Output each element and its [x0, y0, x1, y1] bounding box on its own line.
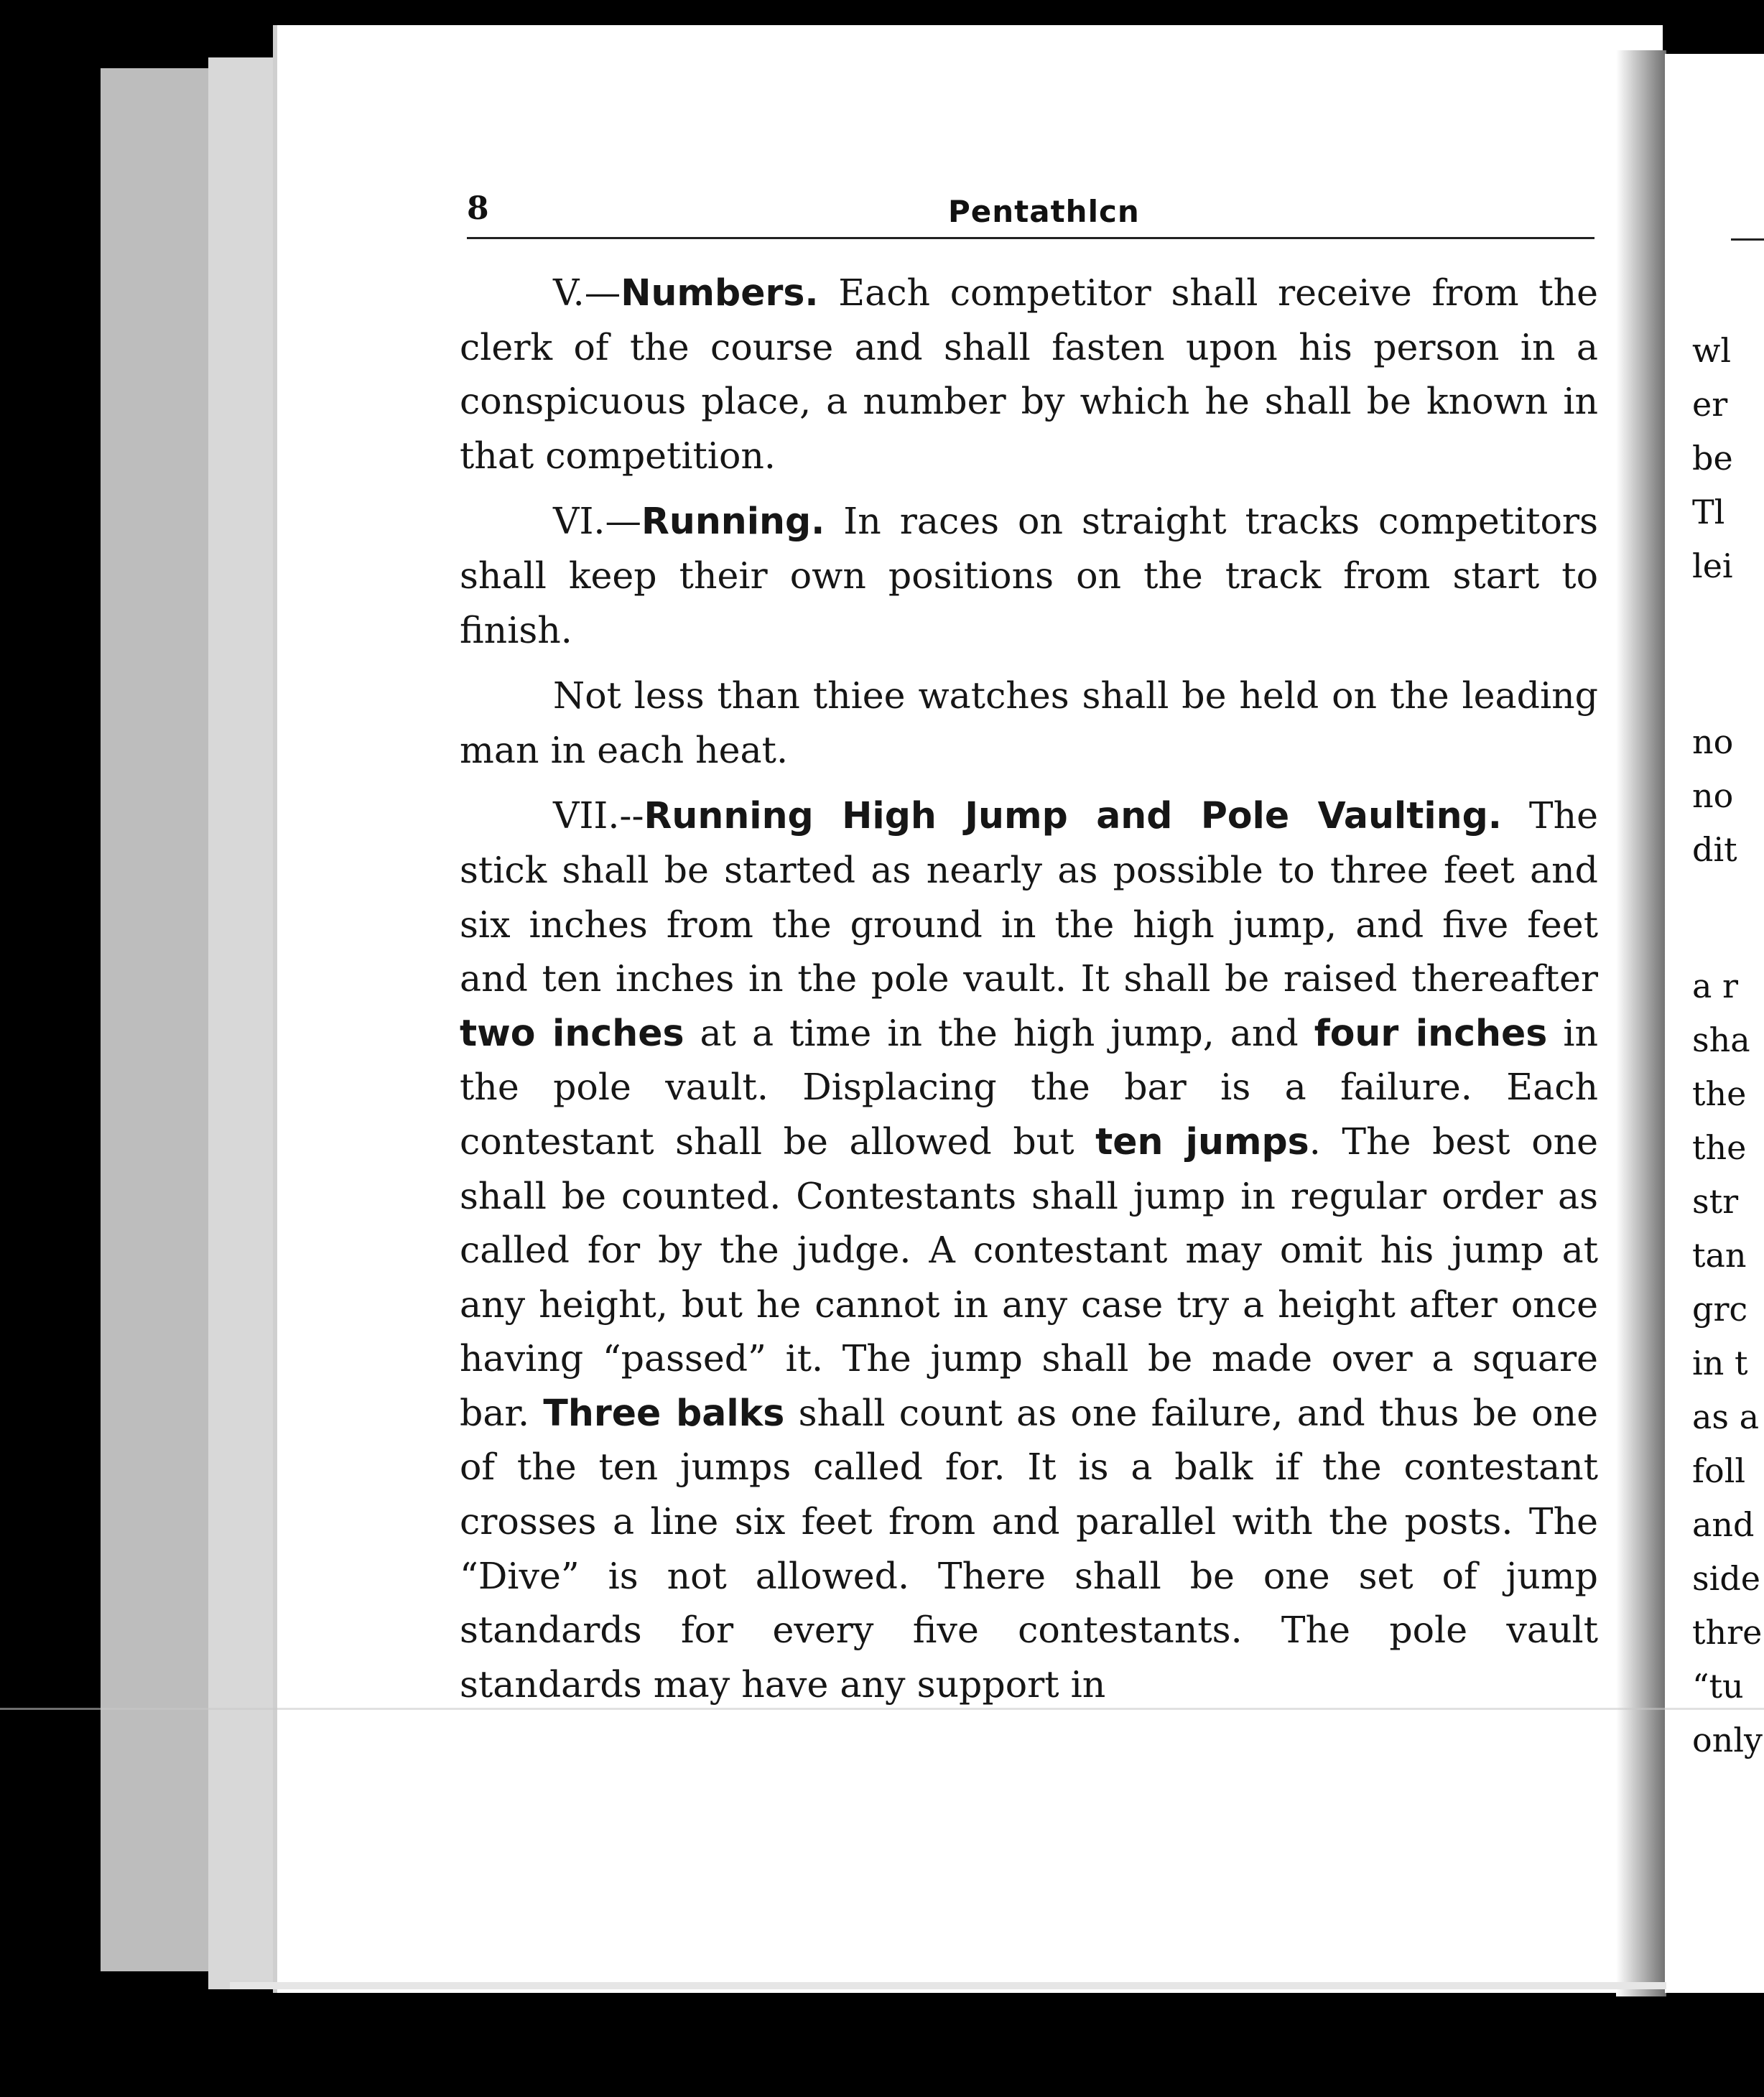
- facing-fragment: no: [1692, 776, 1734, 815]
- facing-fragment: grc: [1692, 1290, 1748, 1329]
- facing-fragment: the: [1692, 1074, 1747, 1113]
- facing-fragment: as a: [1692, 1398, 1760, 1436]
- paragraph-text: The stick shall be started as nearly as possible to three feet and six inches from the ground in the high jump, and five feet and ten inches in the pole vault. It shall be raised thereafter: [460, 794, 1598, 1000]
- facing-fragment: wl: [1692, 331, 1732, 370]
- facing-fragment: and: [1692, 1505, 1755, 1544]
- facing-fragment: side: [1692, 1559, 1760, 1598]
- paragraph-watches: [460, 669, 1598, 777]
- facing-fragment: be: [1692, 439, 1733, 478]
- facing-fragment: only: [1692, 1721, 1763, 1759]
- facing-fragment: Tl: [1692, 493, 1725, 531]
- facing-fragment: sha: [1692, 1020, 1750, 1059]
- facing-fragment: in t: [1692, 1344, 1748, 1382]
- running-header-title: Pentathlcn: [948, 194, 1140, 229]
- facing-fragment: foll: [1692, 1451, 1746, 1490]
- facing-fragment: er: [1692, 385, 1728, 424]
- paragraph-text: shall count as one failure, and thus be one of the ten jumps called for. It is a balk if the contestant crosses a line six feet from and parallel with the posts. The “Dive” is not allowed. There shall be one set of jump standards for every five contestants. The pole vault standards may have any support in: [460, 1391, 1598, 1706]
- paragraph-text: In races on straight tracks competitors shall keep their own positions on the track from start to finish.: [460, 500, 1598, 651]
- body-text: [460, 266, 1598, 1711]
- facing-fragment: the: [1692, 1128, 1747, 1167]
- scan-artifact-line: [0, 1708, 1764, 1710]
- facing-fragment: thre: [1692, 1613, 1763, 1652]
- paragraph-text: . The best one shall be counted. Contestants shall jump in regular order as called for by the judge. A contestant may omit his jump at any height, but he cannot in any case try a height after once having “passed” it. The jump shall be made over a square bar.: [460, 1120, 1599, 1434]
- paragraph-text: Each competitor shall receive from the clerk of the course and shall fasten upon his person in a conspicuous place, a number by which he shall be known in that competition.: [460, 271, 1598, 477]
- section-heading: Running High Jump and Pole Vaulting.: [644, 794, 1502, 837]
- section-number: VII.--: [553, 794, 644, 837]
- paragraph-text: at a time in the high jump, and: [684, 1011, 1314, 1054]
- section-heading: Running.: [641, 500, 825, 543]
- facing-fragment: str: [1692, 1182, 1739, 1221]
- section-number: VI.—: [553, 500, 641, 543]
- section-number: V.—: [553, 271, 621, 314]
- facing-page: [1665, 54, 1764, 1993]
- facing-fragment: lei: [1692, 547, 1733, 585]
- paragraph-numbers: [460, 266, 1598, 483]
- facing-fragment: tan: [1692, 1236, 1747, 1275]
- facing-fragment: “tu: [1692, 1667, 1744, 1706]
- section-heading: Numbers.: [621, 271, 819, 314]
- emphasis-text: four inches: [1314, 1011, 1548, 1054]
- facing-fragment: a r: [1692, 967, 1739, 1005]
- emphasis-text: ten jumps: [1095, 1120, 1309, 1163]
- page-bottom-edge: [230, 1982, 1666, 1989]
- paragraph-high-jump: [460, 789, 1598, 1711]
- header-rule: [467, 237, 1594, 239]
- paragraph-text: Not less than thiee watches shall be held on the leading man in each heat.: [460, 674, 1598, 771]
- facing-fragment: dit: [1692, 830, 1737, 869]
- emphasis-text: Three balks: [543, 1391, 785, 1434]
- page-number: 8: [467, 190, 489, 227]
- page-gutter-shadow: [1616, 50, 1666, 1996]
- paragraph-running: [460, 494, 1598, 657]
- paragraph-text: in the pole vault. Displacing the bar is a failure. Each contestant shall be allowed but: [460, 1011, 1598, 1163]
- facing-fragment: no: [1692, 722, 1734, 761]
- emphasis-text: two inches: [460, 1011, 684, 1054]
- facing-page-header-rule: [1731, 238, 1764, 241]
